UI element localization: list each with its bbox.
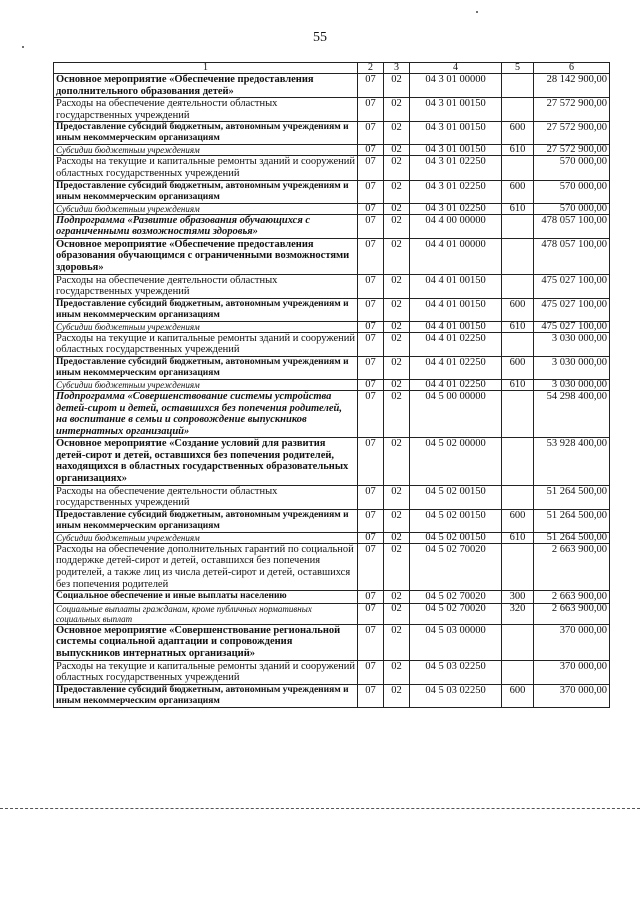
- table-row: [54, 624, 610, 660]
- row-amount: 27 572 900,00: [534, 145, 610, 156]
- row-amount: 51 264 500,00: [534, 532, 610, 543]
- row-section: 07: [358, 532, 384, 543]
- page-number: 55: [313, 30, 327, 45]
- row-subsection: 02: [384, 298, 410, 321]
- row-amount: 27 572 900,00: [534, 122, 610, 145]
- row-section: 07: [358, 390, 384, 437]
- row-name: Социальное обеспечение и иные выплаты населению: [54, 591, 358, 604]
- row-target-code: 04 5 00 00000: [410, 390, 502, 437]
- row-expense-type: 600: [502, 122, 534, 145]
- table-row: [54, 156, 610, 180]
- row-subsection: 02: [384, 274, 410, 298]
- header-col-5: 5: [502, 63, 534, 74]
- row-subsection: 02: [384, 603, 410, 624]
- row-amount: 570 000,00: [534, 180, 610, 203]
- row-subsection: 02: [384, 122, 410, 145]
- row-subsection: 02: [384, 438, 410, 485]
- row-target-code: 04 4 01 00150: [410, 298, 502, 321]
- row-expense-type: [502, 485, 534, 509]
- table-row: [54, 180, 610, 203]
- row-amount: 370 000,00: [534, 660, 610, 684]
- row-section: 07: [358, 684, 384, 707]
- row-name: Основное мероприятие «Создание условий для развития детей-сирот и детей, оставшихся без попечения родителей, находящихся в областных государственных образовательных организациях»: [54, 438, 358, 485]
- row-amount: 51 264 500,00: [534, 509, 610, 532]
- header-col-6: 6: [534, 63, 610, 74]
- table-row: [54, 214, 610, 238]
- row-section: 07: [358, 145, 384, 156]
- row-expense-type: 610: [502, 145, 534, 156]
- row-name: Расходы на обеспечение деятельности областных государственных учреждений: [54, 485, 358, 509]
- row-amount: 370 000,00: [534, 684, 610, 707]
- row-expense-type: 600: [502, 298, 534, 321]
- row-section: 07: [358, 156, 384, 180]
- row-subsection: 02: [384, 509, 410, 532]
- row-amount: 570 000,00: [534, 156, 610, 180]
- row-name: Субсидии бюджетным учреждениям: [54, 532, 358, 543]
- table-row: [54, 543, 610, 590]
- row-target-code: 04 4 01 00000: [410, 238, 502, 274]
- row-expense-type: [502, 660, 534, 684]
- row-target-code: 04 3 01 00150: [410, 145, 502, 156]
- row-subsection: 02: [384, 203, 410, 214]
- row-amount: 475 027 100,00: [534, 298, 610, 321]
- row-expense-type: [502, 98, 534, 122]
- row-target-code: 04 5 02 70020: [410, 603, 502, 624]
- row-name: Субсидии бюджетным учреждениям: [54, 379, 358, 390]
- row-expense-type: 600: [502, 180, 534, 203]
- row-amount: 2 663 900,00: [534, 591, 610, 604]
- table-row: [54, 684, 610, 707]
- row-amount: 53 928 400,00: [534, 438, 610, 485]
- row-expense-type: 300: [502, 591, 534, 604]
- row-target-code: 04 3 01 02250: [410, 156, 502, 180]
- row-subsection: 02: [384, 684, 410, 707]
- header-col-3: 3: [384, 63, 410, 74]
- row-target-code: 04 5 02 00150: [410, 485, 502, 509]
- row-name: Расходы на обеспечение деятельности областных государственных учреждений: [54, 98, 358, 122]
- row-subsection: 02: [384, 532, 410, 543]
- row-target-code: 04 5 02 00150: [410, 532, 502, 543]
- row-subsection: 02: [384, 214, 410, 238]
- row-amount: 475 027 100,00: [534, 274, 610, 298]
- row-subsection: 02: [384, 321, 410, 332]
- row-name: Основное мероприятие «Совершенствование региональной системы социальной адаптации и сопровождения выпускников интернатных организаций»: [54, 624, 358, 660]
- row-expense-type: 600: [502, 509, 534, 532]
- row-name: Основное мероприятие «Обеспечение предоставления дополнительного образования детей»: [54, 74, 358, 98]
- row-section: 07: [358, 332, 384, 356]
- row-subsection: 02: [384, 156, 410, 180]
- row-name: Основное мероприятие «Обеспечение предоставления образования обучающимся с ограниченными возможностями здоровья»: [54, 238, 358, 274]
- row-target-code: 04 5 02 70020: [410, 543, 502, 590]
- row-expense-type: [502, 438, 534, 485]
- row-section: 07: [358, 603, 384, 624]
- row-subsection: 02: [384, 660, 410, 684]
- row-amount: 370 000,00: [534, 624, 610, 660]
- row-expense-type: [502, 624, 534, 660]
- header-col-1: 1: [54, 63, 358, 74]
- row-section: 07: [358, 238, 384, 274]
- row-target-code: 04 4 01 00150: [410, 274, 502, 298]
- row-subsection: 02: [384, 390, 410, 437]
- header-col-4: 4: [410, 63, 502, 74]
- row-target-code: 04 5 02 00150: [410, 509, 502, 532]
- table-row: [54, 274, 610, 298]
- scan-speck: [22, 46, 24, 48]
- row-section: 07: [358, 591, 384, 604]
- row-expense-type: 320: [502, 603, 534, 624]
- row-name: Предоставление субсидий бюджетным, автономным учреждениям и иным некоммерческим организациям: [54, 180, 358, 203]
- row-section: 07: [358, 321, 384, 332]
- row-section: 07: [358, 543, 384, 590]
- row-target-code: 04 5 02 00000: [410, 438, 502, 485]
- table-row: [54, 509, 610, 532]
- row-target-code: 04 5 03 02250: [410, 660, 502, 684]
- row-subsection: 02: [384, 145, 410, 156]
- row-name: Субсидии бюджетным учреждениям: [54, 203, 358, 214]
- row-section: 07: [358, 356, 384, 379]
- row-name: Подпрограмма «Совершенствование системы устройства детей-сирот и детей, оставшихся без попечения родителей, на воспитание в семьи и сопровождение выпускников интернатных организаций»: [54, 390, 358, 437]
- row-subsection: 02: [384, 591, 410, 604]
- row-name: Предоставление субсидий бюджетным, автономным учреждениям и иным некоммерческим организациям: [54, 509, 358, 532]
- row-name: Предоставление субсидий бюджетным, автономным учреждениям и иным некоммерческим организациям: [54, 298, 358, 321]
- row-expense-type: [502, 74, 534, 98]
- table-row: [54, 122, 610, 145]
- row-section: 07: [358, 214, 384, 238]
- row-section: 07: [358, 298, 384, 321]
- row-subsection: 02: [384, 238, 410, 274]
- row-subsection: 02: [384, 332, 410, 356]
- row-name: Предоставление субсидий бюджетным, автономным учреждениям и иным некоммерческим организациям: [54, 122, 358, 145]
- row-name: Расходы на обеспечение деятельности областных государственных учреждений: [54, 274, 358, 298]
- row-target-code: 04 3 01 02250: [410, 203, 502, 214]
- row-expense-type: [502, 332, 534, 356]
- row-subsection: 02: [384, 98, 410, 122]
- row-amount: 2 663 900,00: [534, 543, 610, 590]
- row-expense-type: 610: [502, 321, 534, 332]
- scan-cut-line: [0, 808, 640, 809]
- row-subsection: 02: [384, 624, 410, 660]
- row-target-code: 04 4 01 02250: [410, 332, 502, 356]
- table-row: [54, 203, 610, 214]
- row-section: 07: [358, 274, 384, 298]
- row-expense-type: 610: [502, 203, 534, 214]
- table-row: [54, 591, 610, 604]
- row-subsection: 02: [384, 543, 410, 590]
- table-row: [54, 438, 610, 485]
- row-section: 07: [358, 485, 384, 509]
- table-row: [54, 145, 610, 156]
- row-amount: 51 264 500,00: [534, 485, 610, 509]
- row-amount: 28 142 900,00: [534, 74, 610, 98]
- row-amount: 570 000,00: [534, 203, 610, 214]
- row-expense-type: 610: [502, 379, 534, 390]
- table-row: [54, 356, 610, 379]
- row-section: 07: [358, 379, 384, 390]
- table-row: [54, 379, 610, 390]
- table-row: [54, 298, 610, 321]
- row-section: 07: [358, 180, 384, 203]
- table-row: [54, 390, 610, 437]
- row-target-code: 04 5 02 70020: [410, 591, 502, 604]
- row-target-code: 04 3 01 00000: [410, 74, 502, 98]
- row-name: Предоставление субсидий бюджетным, автономным учреждениям и иным некоммерческим организациям: [54, 356, 358, 379]
- table-row: [54, 603, 610, 624]
- row-expense-type: [502, 156, 534, 180]
- row-subsection: 02: [384, 485, 410, 509]
- table-row: [54, 485, 610, 509]
- row-target-code: 04 4 00 00000: [410, 214, 502, 238]
- row-subsection: 02: [384, 356, 410, 379]
- row-target-code: 04 4 01 00150: [410, 321, 502, 332]
- row-section: 07: [358, 624, 384, 660]
- row-expense-type: [502, 543, 534, 590]
- row-section: 07: [358, 660, 384, 684]
- table-row: [54, 321, 610, 332]
- table-row: [54, 532, 610, 543]
- row-amount: 27 572 900,00: [534, 98, 610, 122]
- row-target-code: 04 3 01 02250: [410, 180, 502, 203]
- row-section: 07: [358, 438, 384, 485]
- row-target-code: 04 3 01 00150: [410, 122, 502, 145]
- row-name: Субсидии бюджетным учреждениям: [54, 145, 358, 156]
- row-subsection: 02: [384, 379, 410, 390]
- row-target-code: 04 5 03 00000: [410, 624, 502, 660]
- table-row: [54, 74, 610, 98]
- row-target-code: 04 4 01 02250: [410, 356, 502, 379]
- row-amount: 3 030 000,00: [534, 379, 610, 390]
- table-header-row: [54, 63, 610, 74]
- row-section: 07: [358, 509, 384, 532]
- header-col-2: 2: [358, 63, 384, 74]
- budget-table: [53, 62, 610, 708]
- row-amount: 478 057 100,00: [534, 214, 610, 238]
- table-row: [54, 98, 610, 122]
- row-section: 07: [358, 98, 384, 122]
- row-amount: 54 298 400,00: [534, 390, 610, 437]
- table-row: [54, 238, 610, 274]
- row-expense-type: 600: [502, 684, 534, 707]
- row-section: 07: [358, 122, 384, 145]
- row-name: Субсидии бюджетным учреждениям: [54, 321, 358, 332]
- row-expense-type: [502, 238, 534, 274]
- row-expense-type: [502, 214, 534, 238]
- row-name: Подпрограмма «Развитие образования обучающихся с ограниченными возможностями здоровья»: [54, 214, 358, 238]
- row-target-code: 04 3 01 00150: [410, 98, 502, 122]
- row-expense-type: [502, 390, 534, 437]
- row-expense-type: 600: [502, 356, 534, 379]
- row-expense-type: [502, 274, 534, 298]
- scan-speck: [476, 11, 478, 13]
- row-subsection: 02: [384, 180, 410, 203]
- row-name: Предоставление субсидий бюджетным, автономным учреждениям и иным некоммерческим организациям: [54, 684, 358, 707]
- table-row: [54, 660, 610, 684]
- row-target-code: 04 5 03 02250: [410, 684, 502, 707]
- row-subsection: 02: [384, 74, 410, 98]
- row-name: Расходы на текущие и капитальные ремонты зданий и сооружений областных государственных учреждений: [54, 156, 358, 180]
- row-section: 07: [358, 74, 384, 98]
- row-expense-type: 610: [502, 532, 534, 543]
- row-name: Расходы на обеспечение дополнительных гарантий по социальной поддержке детей-сирот и детей, оставшихся без попечения родителей, а также лиц из числа детей-сирот и детей, оставшихся без попечения родителей: [54, 543, 358, 590]
- row-name: Социальные выплаты гражданам, кроме публичных нормативных социальных выплат: [54, 603, 358, 624]
- row-amount: 475 027 100,00: [534, 321, 610, 332]
- row-name: Расходы на текущие и капитальные ремонты зданий и сооружений областных государственных учреждений: [54, 660, 358, 684]
- row-amount: 3 030 000,00: [534, 332, 610, 356]
- row-target-code: 04 4 01 02250: [410, 379, 502, 390]
- row-amount: 478 057 100,00: [534, 238, 610, 274]
- row-amount: 2 663 900,00: [534, 603, 610, 624]
- row-section: 07: [358, 203, 384, 214]
- row-name: Расходы на текущие и капитальные ремонты зданий и сооружений областных государственных учреждений: [54, 332, 358, 356]
- table-row: [54, 332, 610, 356]
- row-amount: 3 030 000,00: [534, 356, 610, 379]
